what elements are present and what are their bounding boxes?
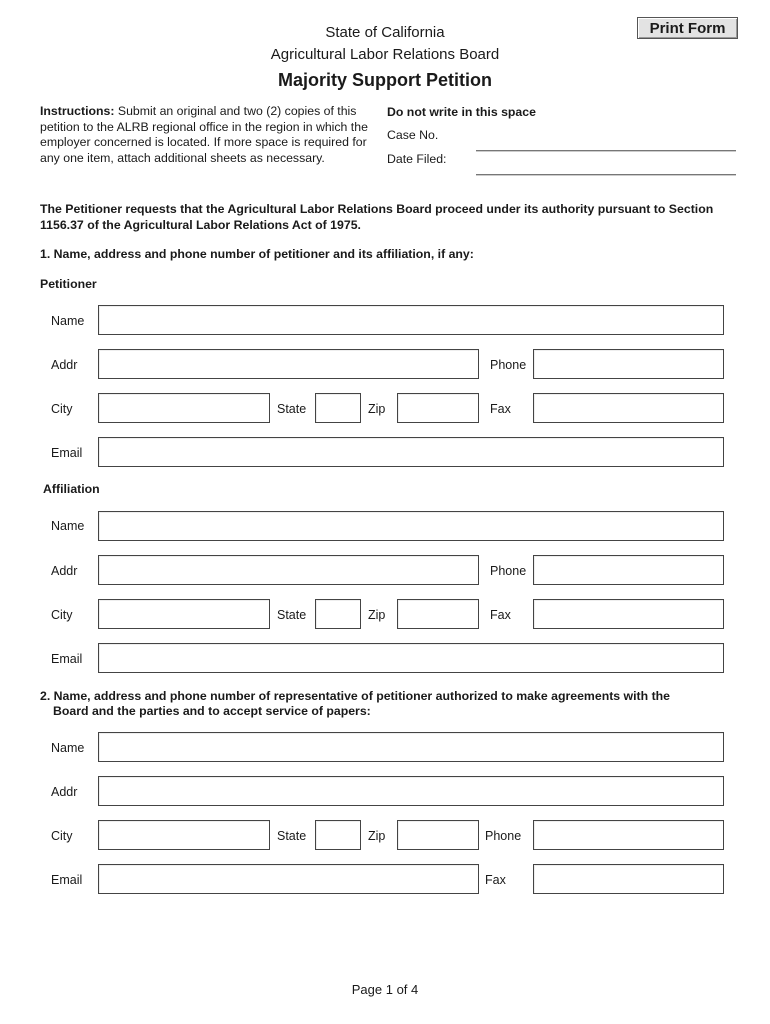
date-filed-label: Date Filed:: [387, 152, 447, 166]
date-filed-line: [476, 174, 736, 176]
affiliation-city-label: City: [51, 608, 73, 622]
case-no-label: Case No.: [387, 128, 439, 142]
representative-phone-input[interactable]: [533, 820, 724, 850]
representative-zip-label: Zip: [368, 829, 386, 843]
representative-email-input[interactable]: [98, 864, 479, 894]
page-title: Majority Support Petition: [278, 70, 492, 90]
representative-addr-input[interactable]: [98, 776, 724, 806]
affiliation-city-input[interactable]: [98, 599, 270, 629]
petitioner-fax-label: Fax: [490, 402, 511, 416]
petitioner-state-label: State: [277, 402, 307, 416]
representative-name-label: Name: [51, 741, 85, 755]
representative-addr-label: Addr: [51, 785, 78, 799]
petitioner-name-label: Name: [51, 314, 85, 328]
affiliation-addr-label: Addr: [51, 564, 78, 578]
petitioner-email-input[interactable]: [98, 437, 724, 467]
representative-fax-input[interactable]: [533, 864, 724, 894]
petitioner-name-input[interactable]: [98, 305, 724, 335]
instructions-label: Instructions:: [40, 104, 115, 118]
petitioner-city-label: City: [51, 402, 73, 416]
state-heading: State of California: [325, 24, 445, 41]
affiliation-name-input[interactable]: [98, 511, 724, 541]
representative-name-input[interactable]: [98, 732, 724, 762]
affiliation-state-input[interactable]: [315, 599, 361, 629]
petitioner-addr-label: Addr: [51, 358, 78, 372]
request-paragraph: The Petitioner requests that the Agricultural Labor Relations Board proceed under its authority pursuant to Section 1156.37 of the Agricultural Labor Relations Act of 1975.: [40, 202, 714, 232]
petitioner-phone-input[interactable]: [533, 349, 724, 379]
affiliation-heading: Affiliation: [43, 482, 100, 496]
petitioner-state-input[interactable]: [315, 393, 361, 423]
affiliation-email-label: Email: [51, 652, 83, 666]
office-use-title: Do not write in this space: [387, 105, 536, 119]
affiliation-zip-input[interactable]: [397, 599, 479, 629]
petitioner-zip-input[interactable]: [397, 393, 479, 423]
affiliation-phone-input[interactable]: [533, 555, 724, 585]
petitioner-heading: Petitioner: [40, 277, 97, 291]
petitioner-email-label: Email: [51, 446, 83, 460]
representative-email-label: Email: [51, 873, 83, 887]
print-form-button[interactable]: Print Form: [637, 17, 738, 39]
petitioner-zip-label: Zip: [368, 402, 386, 416]
representative-city-input[interactable]: [98, 820, 270, 850]
board-heading: Agricultural Labor Relations Board: [270, 46, 500, 63]
affiliation-state-label: State: [277, 608, 307, 622]
page-number: Page 1 of 4: [351, 982, 419, 997]
affiliation-phone-label: Phone: [490, 564, 527, 578]
representative-zip-input[interactable]: [397, 820, 479, 850]
affiliation-email-input[interactable]: [98, 643, 724, 673]
representative-state-input[interactable]: [315, 820, 361, 850]
case-no-line: [476, 150, 736, 152]
affiliation-zip-label: Zip: [368, 608, 386, 622]
section1-heading: 1. Name, address and phone number of petitioner and its affiliation, if any:: [40, 247, 474, 261]
affiliation-name-label: Name: [51, 519, 85, 533]
petitioner-addr-input[interactable]: [98, 349, 479, 379]
affiliation-fax-input[interactable]: [533, 599, 724, 629]
petitioner-city-input[interactable]: [98, 393, 270, 423]
representative-state-label: State: [277, 829, 307, 843]
representative-city-label: City: [51, 829, 73, 843]
instructions-block: [40, 104, 370, 166]
affiliation-addr-input[interactable]: [98, 555, 479, 585]
petitioner-phone-label: Phone: [490, 358, 527, 372]
section2-heading-line2: Board and the parties and to accept service of papers:: [53, 704, 371, 718]
representative-fax-label: Fax: [485, 873, 506, 887]
instructions-text: Submit an original and two (2) copies of this petition to the ALRB regional office in the region in which the employer concerned is located. If more space is required for any one item, attach additional sheets as necessary.: [40, 104, 368, 165]
representative-phone-label: Phone: [485, 829, 522, 843]
section2-heading-line1: 2. Name, address and phone number of representative of petitioner authorized to make agreements with the: [40, 689, 671, 703]
affiliation-fax-label: Fax: [490, 608, 511, 622]
petitioner-fax-input[interactable]: [533, 393, 724, 423]
